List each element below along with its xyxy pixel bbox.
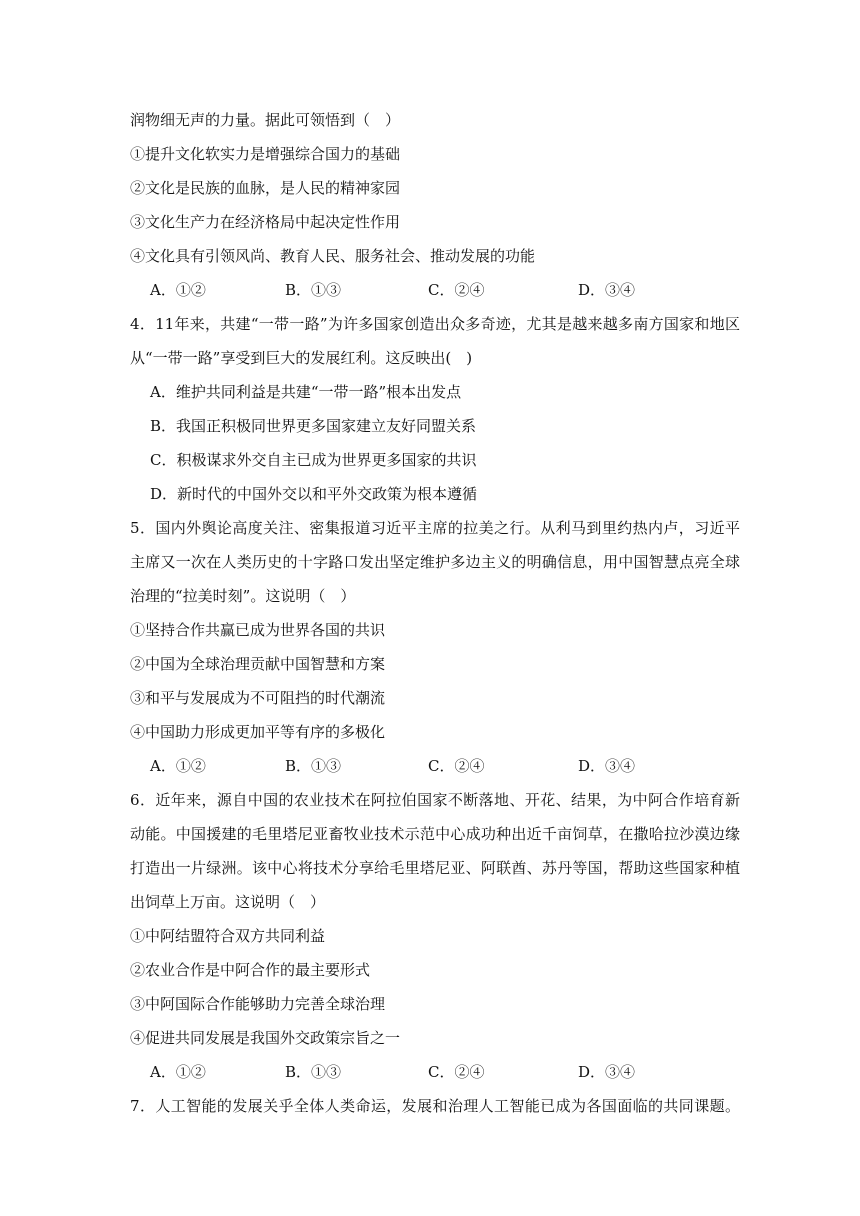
option-a[interactable]: A．①②	[150, 1063, 206, 1081]
option-d[interactable]: D．③④	[578, 757, 636, 775]
question-5-options	[150, 756, 740, 776]
option-c[interactable]: C．②④	[428, 1063, 485, 1081]
option-b[interactable]: B．①③	[285, 1063, 342, 1081]
question-6-options	[150, 1062, 740, 1082]
option-d[interactable]: D．③④	[578, 1063, 636, 1081]
question-5-stem-line-3: 治理的“拉美时刻”。这说明（ ）	[130, 587, 356, 605]
question-5-statement-1: ①坚持合作共赢已成为世界各国的共识	[130, 621, 386, 639]
question-3-statement-4: ④文化具有引领风尚、教育人民、服务社会、推动发展的功能	[130, 247, 536, 265]
option-d[interactable]: D．③④	[578, 281, 636, 299]
question-6-statement-3: ③中阿国际合作能够助力完善全球治理	[130, 995, 386, 1013]
option-a[interactable]: A．①②	[150, 281, 206, 299]
question-3-options	[150, 280, 740, 300]
question-4-choice-a[interactable]: A．维护共同利益是共建“一带一路”根本出发点	[150, 383, 462, 401]
question-5-stem-line-2: 主席又一次在人类历史的十字路口发出坚定维护多边主义的明确信息，用中国智慧点亮全球	[130, 553, 740, 571]
option-c[interactable]: C．②④	[428, 281, 485, 299]
question-5-statement-2: ②中国为全球治理贡献中国智慧和方案	[130, 655, 386, 673]
question-6-stem-line-4: 出饲草上万亩。这说明（ ）	[130, 893, 326, 911]
question-6-stem-line-1: 6．近年来，源自中国的农业技术在阿拉伯国家不断落地、开花、结果，为中阿合作培育新	[130, 791, 740, 809]
question-6-statement-4: ④促进共同发展是我国外交政策宗旨之一	[130, 1029, 401, 1047]
question-4-stem-line-1: 4．11年来，共建“一带一路”为许多国家创造出众多奇迹，尤其是越来越多南方国家和地区	[130, 315, 740, 333]
question-4-stem-line-2: 从“一带一路”享受到巨大的发展红利。这反映出( )	[130, 349, 473, 367]
question-3-stem-tail: 润物细无声的力量。据此可领悟到（ ）	[130, 111, 401, 129]
question-5-statement-3: ③和平与发展成为不可阻挡的时代潮流	[130, 689, 386, 707]
question-3-statement-1: ①提升文化软实力是增强综合国力的基础	[130, 145, 401, 163]
question-4-choice-c[interactable]: C．积极谋求外交自主已成为世界更多国家的共识	[150, 451, 477, 469]
question-6-stem-line-3: 打造出一片绿洲。该中心将技术分享给毛里塔尼亚、阿联酋、苏丹等国，帮助这些国家种植	[130, 859, 740, 877]
option-c[interactable]: C．②④	[428, 757, 485, 775]
question-6-statement-1: ①中阿结盟符合双方共同利益	[130, 927, 326, 945]
question-3-statement-2: ②文化是民族的血脉，是人民的精神家园	[130, 179, 401, 197]
question-3-statement-3: ③文化生产力在经济格局中起决定性作用	[130, 213, 401, 231]
option-a[interactable]: A．①②	[150, 757, 206, 775]
question-4-choice-b[interactable]: B．我国正积极同世界更多国家建立友好同盟关系	[150, 417, 477, 435]
question-4-choice-d[interactable]: D．新时代的中国外交以和平外交政策为根本遵循	[150, 485, 478, 503]
question-5-statement-4: ④中国助力形成更加平等有序的多极化	[130, 723, 386, 741]
question-6-stem-line-2: 动能。中国援建的毛里塔尼亚畜牧业技术示范中心成功种出近千亩饲草，在撒哈拉沙漠边缘	[130, 825, 740, 843]
question-5-stem-line-1: 5．国内外舆论高度关注、密集报道习近平主席的拉美之行。从利马到里约热内卢，习近平	[130, 519, 740, 537]
question-6-statement-2: ②农业合作是中阿合作的最主要形式	[130, 961, 371, 979]
option-b[interactable]: B．①③	[285, 757, 342, 775]
question-7-stem-line-1: 7．人工智能的发展关乎全体人类命运，发展和治理人工智能已成为各国面临的共同课题。	[130, 1097, 740, 1115]
option-b[interactable]: B．①③	[285, 281, 342, 299]
